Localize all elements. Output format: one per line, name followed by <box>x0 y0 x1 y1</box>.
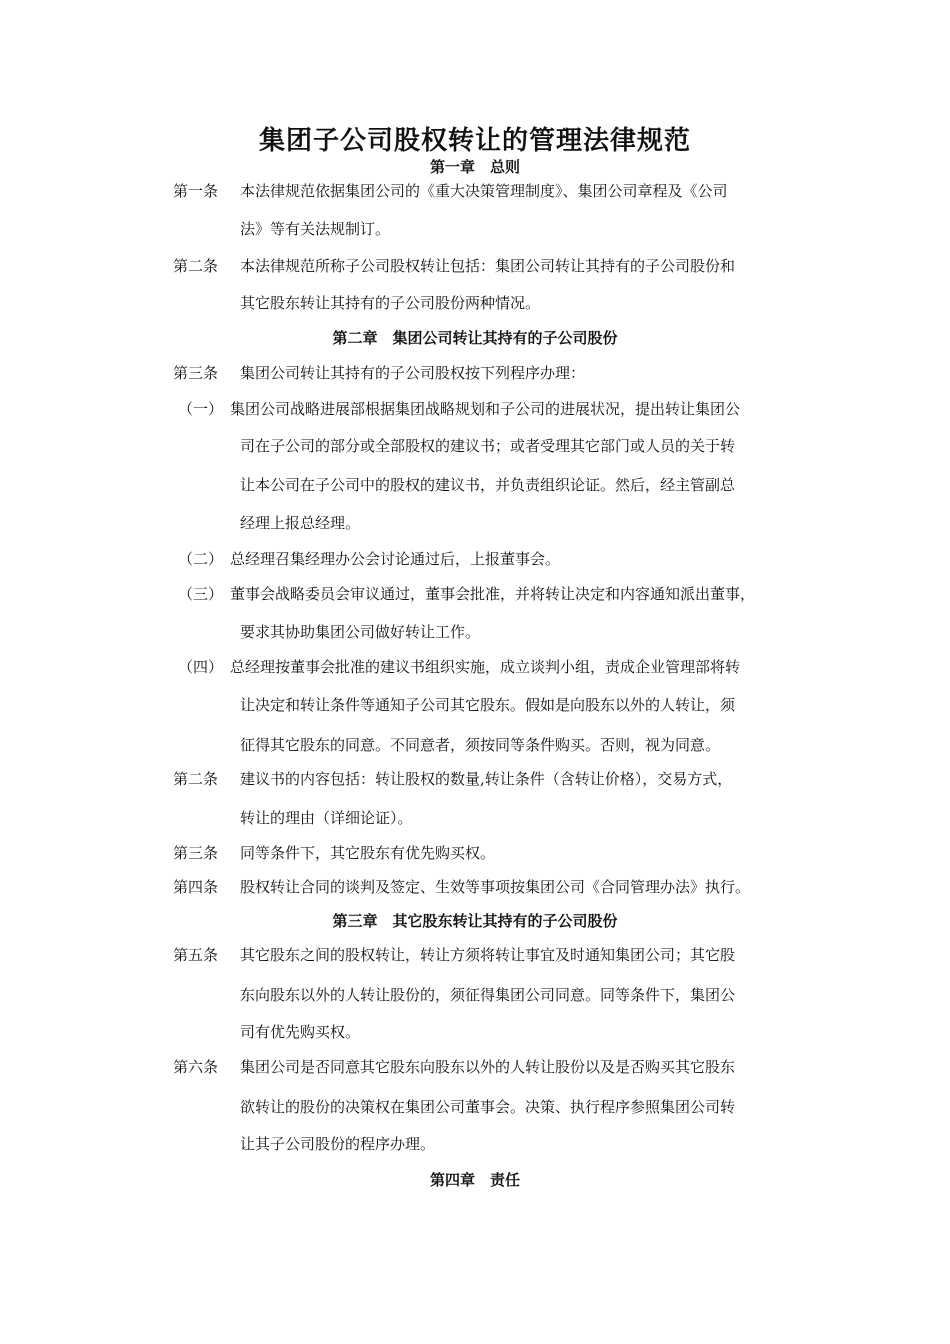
article-6-line-3: 让其子公司股份的程序办理。 <box>240 1135 436 1153</box>
article-2b-label: 第二条 <box>173 770 219 788</box>
item-4-line-3: 征得其它股东的同意。不同意者，须按同等条件购买。否则，视为同意。 <box>240 736 721 754</box>
item-3-line-2: 要求其协助集团公司做好转让工作。 <box>240 623 481 641</box>
item-4-line-2: 让决定和转让条件等通知子公司其它股东。假如是向股东以外的人转让，须 <box>240 696 736 714</box>
item-2-label: （二） <box>178 550 224 568</box>
chapter-2-heading: 第二章 集团公司转让其持有的子公司股份 <box>332 329 618 347</box>
article-2b-line-2: 转让的理由（详细论证）。 <box>240 809 413 827</box>
article-5-line-1: 其它股东之间的股权转让，转让方须将转让事宜及时通知集团公司；其它股 <box>240 946 736 964</box>
article-2-line-1: 本法律规范所称子公司股权转让包括：集团公司转让其持有的子公司股份和 <box>240 257 736 275</box>
article-5-label: 第五条 <box>173 946 219 964</box>
chapter-4-heading: 第四章 责任 <box>429 1171 520 1189</box>
article-3b-line-1: 同等条件下，其它股东有优先购买权。 <box>240 844 496 862</box>
item-1-label: （一） <box>178 400 224 418</box>
article-6-line-1: 集团公司是否同意其它股东向股东以外的人转让股份以及是否购买其它股东 <box>240 1058 736 1076</box>
article-2-line-2: 其它股东转让其持有的子公司股份两种情况。 <box>240 294 541 312</box>
document-title: 集团子公司股权转让的管理法律规范 <box>258 126 691 156</box>
chapter-1-heading: 第一章 总则 <box>429 158 520 176</box>
article-1-label: 第一条 <box>173 182 219 200</box>
item-1-line-1: 集团公司战略进展部根据集团战略规划和子公司的进展状况，提出转让集团公 <box>230 400 741 418</box>
article-2b-line-1: 建议书的内容包括：转让股权的数量,转让条件（含转让价格），交易方式， <box>240 770 733 788</box>
article-4-line-1: 股权转让合同的谈判及签定、生效等事项按集团公司《合同管理办法》执行。 <box>240 878 751 896</box>
item-3-label: （三） <box>178 585 224 603</box>
chapter-3-heading: 第三章 其它股东转让其持有的子公司股份 <box>332 912 618 930</box>
article-1-line-2: 法》等有关法规制订。 <box>240 220 391 238</box>
item-1-line-4: 经理上报总经理。 <box>240 514 361 532</box>
article-6-label: 第六条 <box>173 1058 219 1076</box>
article-3b-label: 第三条 <box>173 844 219 862</box>
article-3-label: 第三条 <box>173 364 219 382</box>
article-5-line-2: 东向股东以外的人转让股份的，须征得集团公司同意。同等条件下，集团公 <box>240 986 736 1004</box>
item-2-line-1: 总经理召集经理办公会讨论通过后，上报董事会。 <box>230 550 561 568</box>
item-1-line-2: 司在子公司的部分或全部股权的建议书；或者受理其它部门或人员的关于转 <box>240 437 736 455</box>
article-2-label: 第二条 <box>173 257 219 275</box>
item-4-label: （四） <box>178 658 224 676</box>
article-3-line-1: 集团公司转让其持有的子公司股权按下列程序办理： <box>240 364 586 382</box>
item-4-line-1: 总经理按董事会批准的建议书组织实施，成立谈判小组，责成企业管理部将转 <box>230 658 741 676</box>
article-1-line-1: 本法律规范依据集团公司的《重大决策管理制度》、集团公司章程及《公司 <box>240 182 728 200</box>
item-3-line-1: 董事会战略委员会审议通过，董事会批准，并将转让决定和内容通知派出董事， <box>230 585 756 603</box>
item-1-line-3: 让本公司在子公司中的股权的建议书，并负责组织论证。然后，经主管副总 <box>240 476 736 494</box>
article-5-line-3: 司有优先购买权。 <box>240 1023 361 1041</box>
article-6-line-2: 欲转让的股份的决策权在集团公司董事会。决策、执行程序参照集团公司转 <box>240 1098 736 1116</box>
article-4-label: 第四条 <box>173 878 219 896</box>
